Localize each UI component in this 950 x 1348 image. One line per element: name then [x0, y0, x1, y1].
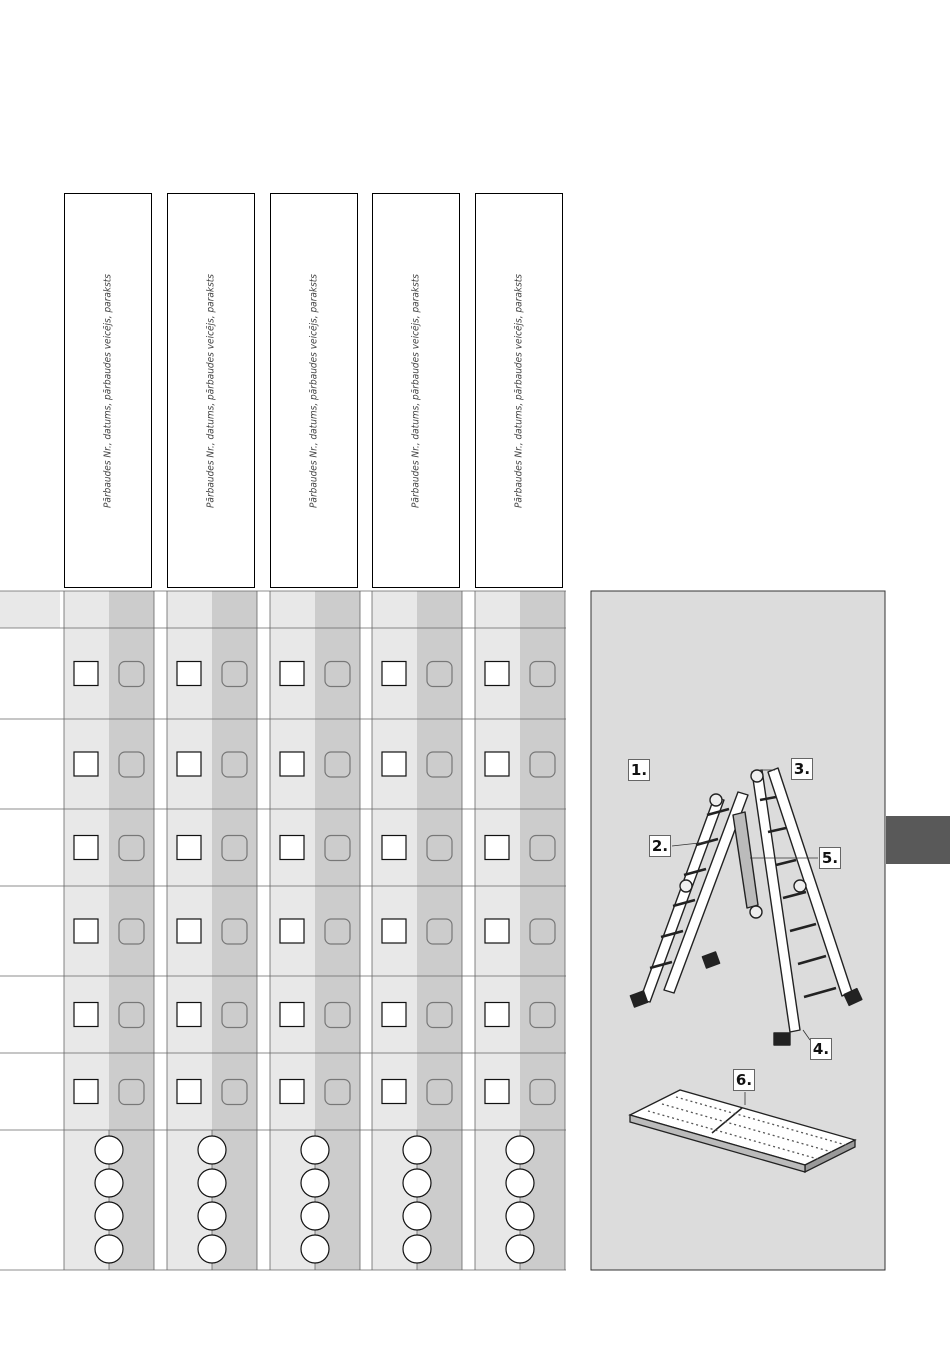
callout-3: 3. [791, 758, 813, 780]
callout-2: 2. [649, 835, 671, 857]
callout-1: 1. [628, 759, 650, 781]
signature-box-label: Pārbaudes Nr., datums, pārbaudes veicējs, paraksts [513, 273, 525, 508]
section-tab-marker [886, 816, 950, 864]
illustration-panel-bg [591, 591, 885, 1270]
callout-6: 6. [733, 1069, 755, 1091]
signature-box-label: Pārbaudes Nr., datums, pārbaudes veicējs, paraksts [205, 273, 217, 508]
signature-box-label: Pārbaudes Nr., datums, pārbaudes veicējs, paraksts [102, 273, 114, 508]
signature-box-label: Pārbaudes Nr., datums, pārbaudes veicējs, paraksts [410, 273, 422, 508]
signature-box-label: Pārbaudes Nr., datums, pārbaudes veicējs, paraksts [308, 273, 320, 508]
callout-4: 4. [810, 1038, 832, 1060]
callout-5: 5. [819, 847, 841, 869]
